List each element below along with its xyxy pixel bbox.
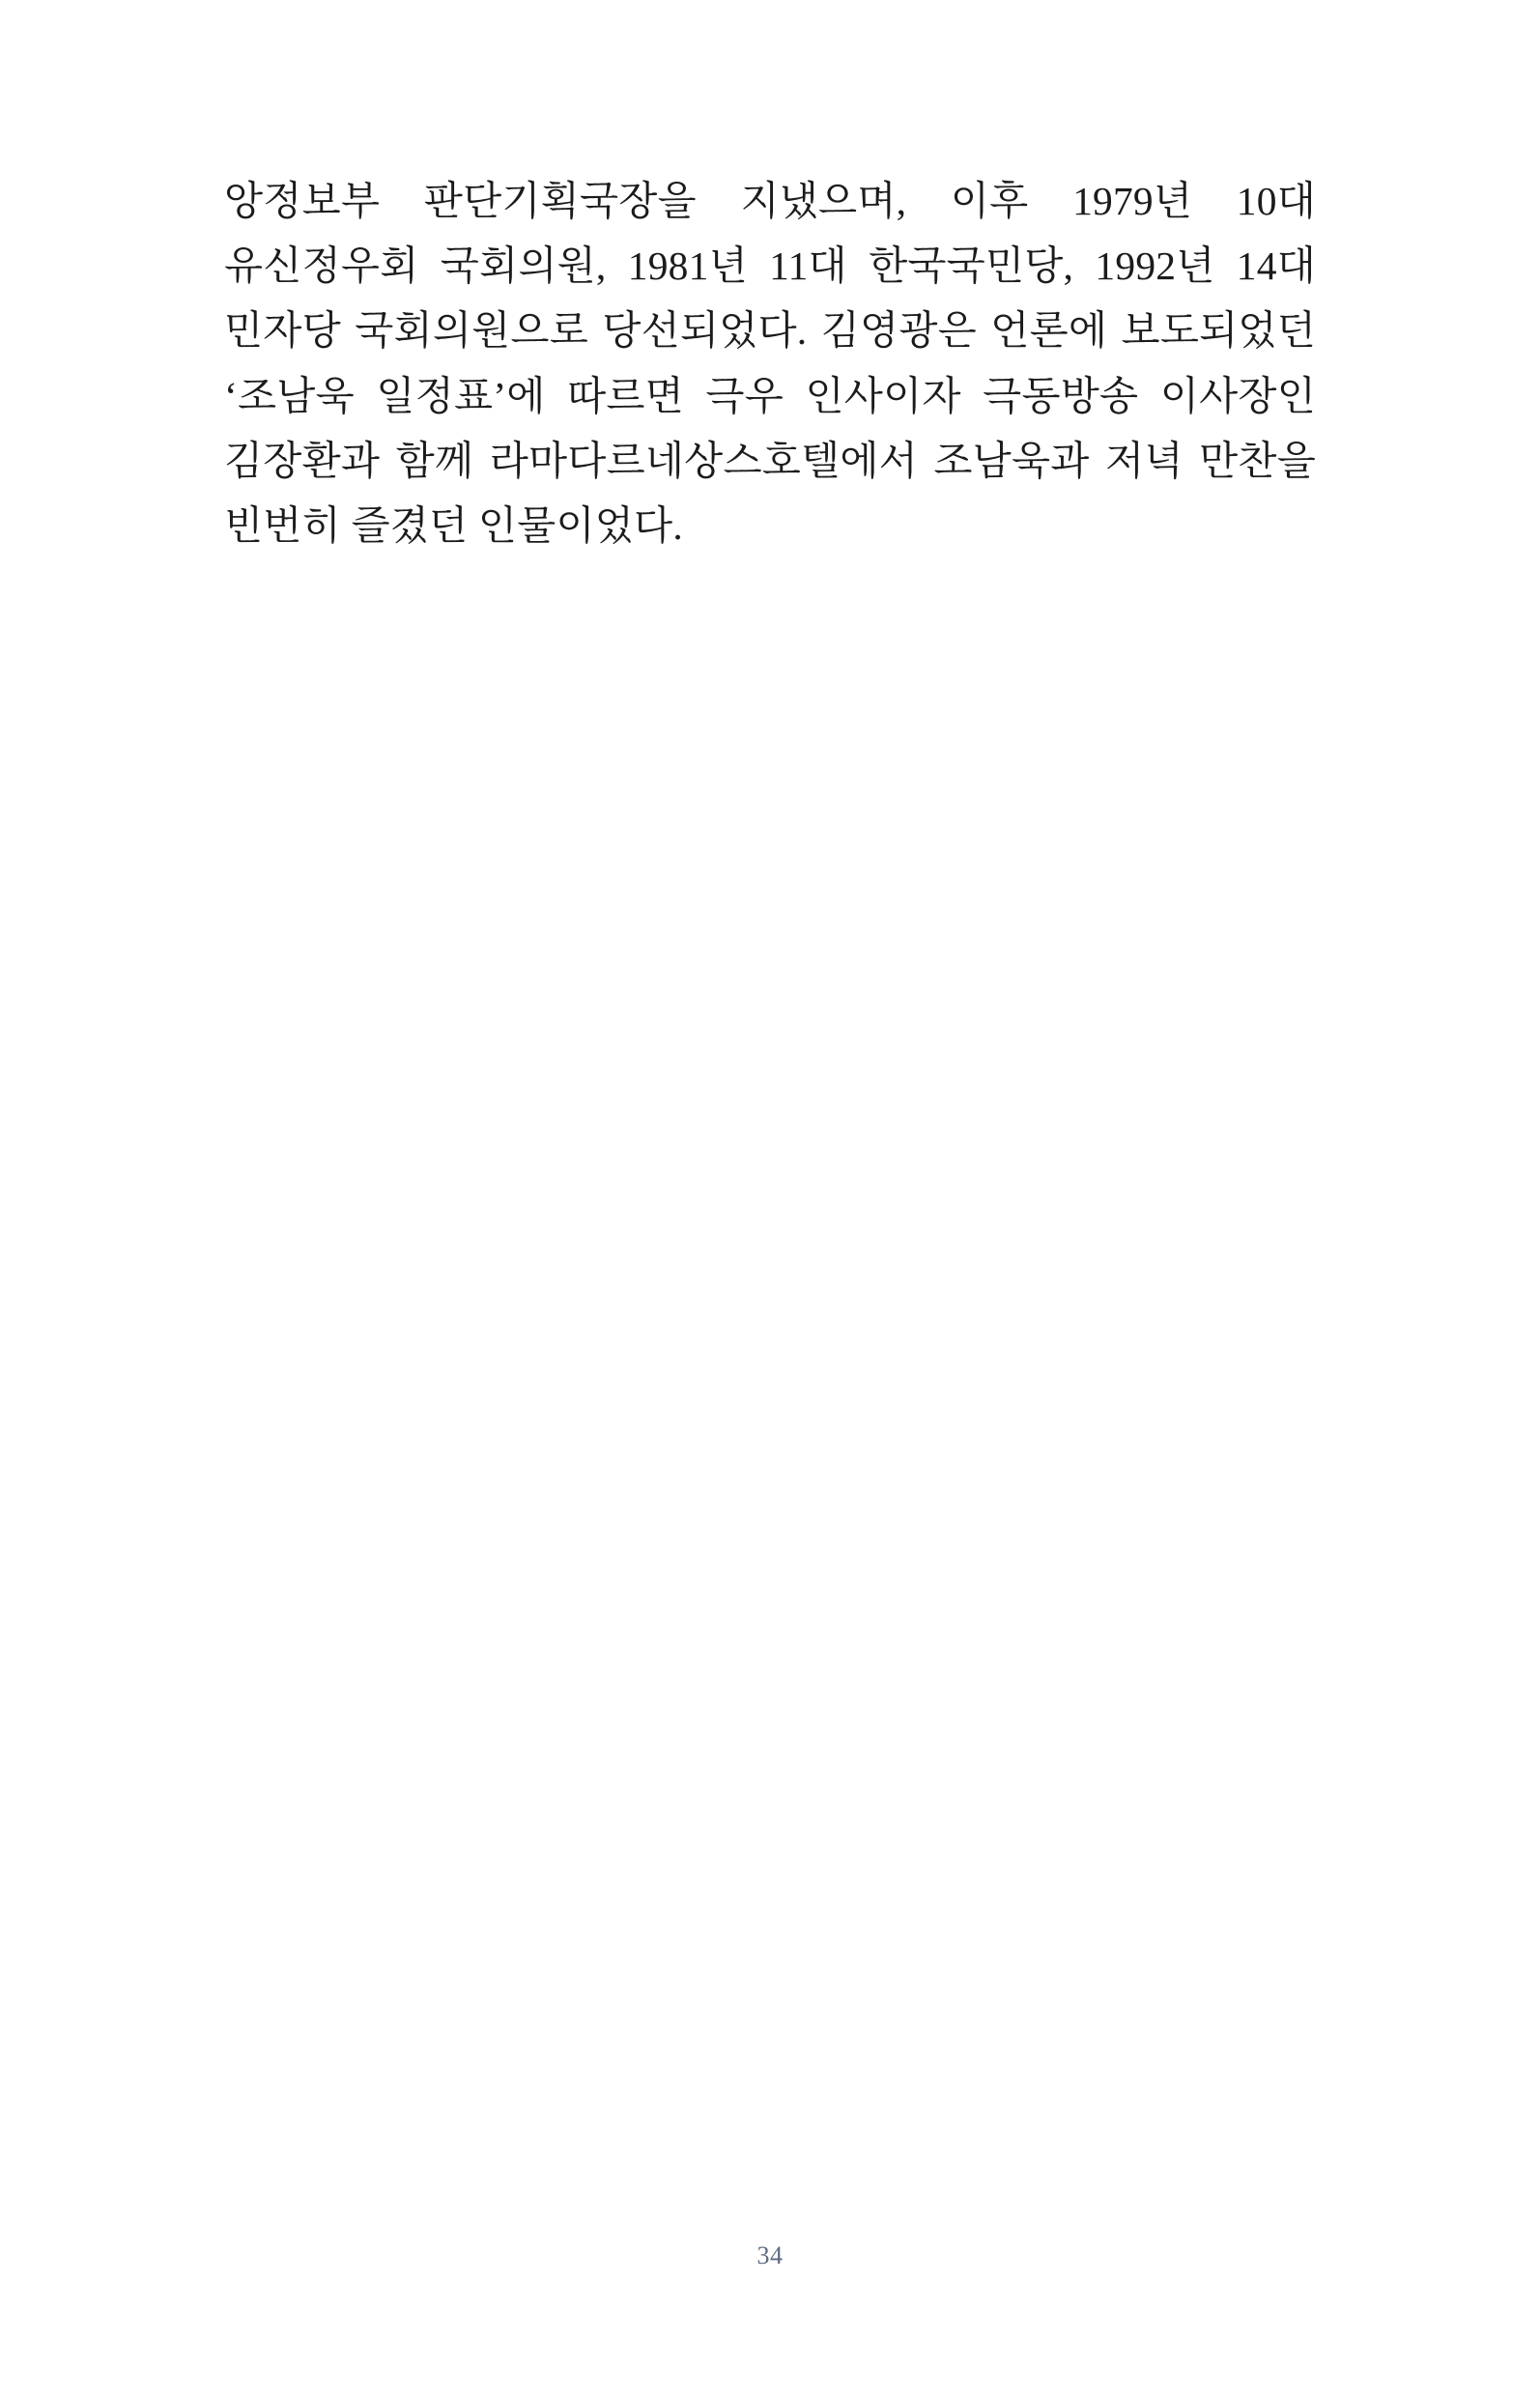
body-text-block <box>224 169 1316 558</box>
body-paragraph: 앙정보부 판단기획국장을 지냈으며, 이후 1979년 10대 유신정우회 국회의원, 1981년 11대 한국국민당, 1992년 14대 민자당 국회의원으로 당선되었다. 김영광은 언론에 보도되었던 ‘조남욱 일정표’에 따르면 극우 인사이자 극동방송 이사장인 김장환과 함께 라마다르네상스호텔에서 조남욱과 저녁 만찬을 빈번히 즐겼던 인물이었다. <box>224 179 1316 549</box>
page-number: 34 <box>756 2241 784 2269</box>
